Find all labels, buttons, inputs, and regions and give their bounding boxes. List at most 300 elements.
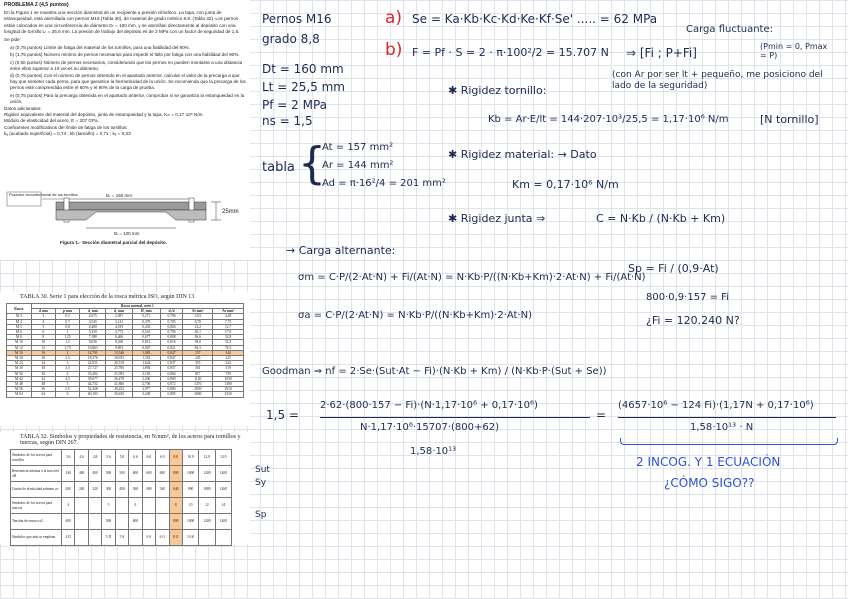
table-cell: 0,847 xyxy=(160,356,183,361)
table-cell: 10.9 xyxy=(182,450,198,466)
table-30-header: H₁ mm xyxy=(132,309,160,314)
table-cell: 0,8 xyxy=(55,324,79,329)
table-cell: 36 xyxy=(31,371,55,376)
table-cell: 4,773 xyxy=(106,330,132,335)
table-cell: 2,977 xyxy=(132,387,160,392)
sigma-a-eq: σa = C·P/(2·At·N) = N·Kb·P/((N·Kb+Km)·2·At·N) xyxy=(298,310,533,321)
table-30-header-group: Rosca normal, serie 1 xyxy=(31,304,243,309)
table-cell xyxy=(75,514,88,530)
table-cell: 2,436 xyxy=(132,376,160,381)
table-cell: 16,933 xyxy=(106,356,132,361)
table-cell: 300 xyxy=(102,482,115,498)
extra-2: Coeficientes modificativos del límite de fatiga de los tornillos: xyxy=(4,124,128,130)
table-cell: 3 xyxy=(31,314,55,319)
table-cell: 240 xyxy=(75,482,88,498)
table-cell: 30 xyxy=(31,366,55,371)
rig-t-tag: [N tornillo] xyxy=(760,113,819,126)
table-cell: 4,5 xyxy=(55,376,79,381)
table-cell: 58,0 xyxy=(183,340,213,345)
table-cell: 2030 xyxy=(183,387,213,392)
table-cell: 225 xyxy=(213,356,244,361)
table-cell: 17,9 xyxy=(213,330,244,335)
row-label: Tensión de ensayo σL xyxy=(11,514,62,530)
table-cell: 2,706 xyxy=(132,382,160,387)
table-30-header: d₂ mm xyxy=(80,309,106,314)
table-cell: 56,639 xyxy=(106,392,132,397)
side-label-sp: Sp xyxy=(255,510,267,520)
table-row xyxy=(11,530,232,546)
table-cell: 56 xyxy=(31,387,55,392)
table-cell: 0,847 xyxy=(160,361,183,366)
table-cell: 36,479 xyxy=(106,376,132,381)
table-cell: M 4 xyxy=(7,319,32,324)
table-cell: 600 xyxy=(129,514,142,530)
table-cell: M 42 xyxy=(7,376,32,381)
table-cell: 2,165 xyxy=(132,371,160,376)
table-cell: 20,1 xyxy=(183,330,213,335)
table-cell: M 12 xyxy=(7,345,32,350)
table-cell: 1200 xyxy=(199,466,215,482)
table-cell: 0,5 xyxy=(55,314,79,319)
table-cell: 0,869 xyxy=(160,376,183,381)
given-ar: Ar = 144 mm² xyxy=(322,160,394,171)
table-cell: 1,353 xyxy=(132,356,160,361)
part-b-minmax: (Pmin = 0, Pmax = P) xyxy=(760,42,828,60)
table-cell: 13,546 xyxy=(106,350,132,355)
table-cell: M 30 xyxy=(7,366,32,371)
final-rhs-num: (4657·10⁶ − 124 Fi)·(1,17N + 0,17·10⁶) xyxy=(618,400,814,411)
table-cell: 33,402 xyxy=(80,371,106,376)
table-cell: 5,03 xyxy=(183,314,213,319)
table-cell: 900 xyxy=(182,482,198,498)
table-cell: 400 xyxy=(115,482,128,498)
table-cell: 5.6 xyxy=(102,450,115,466)
table-cell: 42 xyxy=(31,376,55,381)
table-cell: 8,160 xyxy=(106,340,132,345)
row-label: Símbolos de los aceros para tuercas xyxy=(11,498,62,514)
table-cell: 0,379 xyxy=(132,319,160,324)
row-label: Símbolos de los aceros para tornillos xyxy=(11,450,62,466)
table-cell xyxy=(156,498,169,514)
given-ad: Ad = π·16²/4 = 201 mm² xyxy=(322,178,446,189)
table-cell: 0,677 xyxy=(132,335,160,340)
table-cell: 1400 xyxy=(215,466,231,482)
table-cell: 1400 xyxy=(215,514,231,530)
problem-ask: Se pide: xyxy=(4,37,21,43)
question-line-1: 2 INCOG. Y 1 ECUACIÓN xyxy=(636,455,781,469)
table-cell: 0,808 xyxy=(160,335,183,340)
final-lhs: 1,5 = xyxy=(266,408,299,422)
table-cell: 5,5 xyxy=(55,387,79,392)
table-cell: 817 xyxy=(183,371,213,376)
table-cell: 32,8 xyxy=(213,335,244,340)
rig-m-title: ✱ Rigidez material: → Dato xyxy=(448,148,597,161)
sp-line-2: 800·0,9·157 = Fi xyxy=(646,292,729,303)
table-cell: 60,103 xyxy=(80,392,106,397)
table-cell xyxy=(115,514,128,530)
extra-head: Datos adicionales: xyxy=(4,106,42,112)
table-cell: 9,026 xyxy=(80,340,106,345)
table-32-grid xyxy=(10,449,232,546)
table-cell xyxy=(75,498,88,514)
table-cell: 0,947 xyxy=(132,345,160,350)
extra-3: kₐ (acabado superficial) = 0,73 ; kb (tamaño) = 0,71 ; kₑ = 0,33 xyxy=(4,130,131,136)
item-d: d) (0,75 puntos) Con el número de pernos obtenido en el apartado anterior, calcular el valor de la precarga a que hay que someter cada perno, para que garantice la hermeticidad de la unión. Se recomienda que la precarga de los pernos esté comprendida entre el 60% y el 90% de la carga de prueba. xyxy=(10,73,246,91)
table-cell: 12 xyxy=(31,345,55,350)
table-cell: 640 xyxy=(169,482,182,498)
table-cell xyxy=(156,514,169,530)
table-cell: 7,188 xyxy=(80,335,106,340)
table-cell: 14.9 xyxy=(215,450,231,466)
table-cell: 1000 xyxy=(182,514,198,530)
table-cell: 800 xyxy=(169,514,182,530)
table-30-header: p mm xyxy=(55,309,79,314)
table-cell: 0,796 xyxy=(160,330,183,335)
table-cell: 0,816 xyxy=(160,340,183,345)
table-cell: 0,7 xyxy=(55,319,79,324)
problem-statement xyxy=(0,0,250,260)
table-cell: 4 xyxy=(62,498,75,514)
table-cell: 48 xyxy=(31,382,55,387)
table-cell: 5 xyxy=(55,382,79,387)
rig-j-eq: C = N·Kb / (N·Kb + Km) xyxy=(596,212,726,225)
given-tabla: tabla xyxy=(262,160,295,175)
side-label-sy: Sy xyxy=(255,478,267,488)
table-cell: 10 xyxy=(31,340,55,345)
table-cell: 400 xyxy=(62,514,75,530)
table-30-header: d₃/d xyxy=(160,309,183,314)
table-cell: 5,350 xyxy=(80,330,106,335)
table-cell: 759 xyxy=(213,371,244,376)
fig-label-left: Posición circunferencial de los tornillos xyxy=(9,192,78,197)
given-dt: Dt = 160 mm xyxy=(262,62,344,76)
table-cell: 1470 xyxy=(183,382,213,387)
table-cell: 9,853 xyxy=(106,345,132,350)
table-cell: 0,880 xyxy=(160,387,183,392)
side-label-sut: Sut xyxy=(255,465,270,475)
table-cell: 12.9 xyxy=(199,450,215,466)
table-cell: 1200 xyxy=(199,514,215,530)
given-at: At = 157 mm² xyxy=(322,142,394,153)
table-cell: 519 xyxy=(213,366,244,371)
given-pf: Pf = 2 MPa xyxy=(262,98,327,112)
extra-1: Módulo de elasticidad del acero, E = 207 GPa. xyxy=(4,118,99,124)
table-cell: 500 xyxy=(102,466,115,482)
table-cell: M 16 xyxy=(7,350,32,355)
table-cell: 52,428 xyxy=(80,387,106,392)
answer-underline-brace xyxy=(620,438,838,445)
table-cell: 14 xyxy=(215,498,231,514)
table-cell: 1380 xyxy=(213,382,244,387)
table-cell: M 20 xyxy=(7,356,32,361)
table-cell: 49,252 xyxy=(106,387,132,392)
table-cell: 1,5 xyxy=(55,340,79,345)
problem-title: PROBLEMA 2 (4,5 puntos) xyxy=(4,2,69,8)
table-cell: 8 xyxy=(31,335,55,340)
table-cell: 84,3 xyxy=(183,345,213,350)
table-cell: 64 xyxy=(31,392,55,397)
table-cell: 5 xyxy=(102,498,115,514)
table-cell: 76,3 xyxy=(213,345,244,350)
table-cell: 44,752 xyxy=(80,382,106,387)
table-cell: 5 xyxy=(31,324,55,329)
table-cell: 4 xyxy=(55,371,79,376)
table-cell xyxy=(199,530,215,546)
table-cell: 36,6 xyxy=(183,335,213,340)
table-cell: 2 xyxy=(55,350,79,355)
rig-m-eq: Km = 0,17·10⁶ N/m xyxy=(512,178,619,191)
table-cell: M 6 xyxy=(7,330,32,335)
table-cell: 0,541 xyxy=(132,330,160,335)
given-bolts: Pernos M16 xyxy=(262,12,332,26)
table-cell: 800 xyxy=(169,466,182,482)
table-cell: M 36 xyxy=(7,371,32,376)
table-30-header: At mm² xyxy=(183,309,213,314)
table-cell: 0,864 xyxy=(160,371,183,376)
table-cell: 2,675 xyxy=(80,314,106,319)
table-cell: 6 S xyxy=(142,530,155,546)
table-cell: 320 xyxy=(88,482,101,498)
table-cell: 6 xyxy=(55,392,79,397)
table-row xyxy=(11,498,232,514)
sp-eq: Sp = Fi / (0,9·At) xyxy=(628,262,719,275)
table-cell: 1,75 xyxy=(55,345,79,350)
table-cell: 2,5 xyxy=(55,356,79,361)
table-cell: 500 xyxy=(102,514,115,530)
extra-0: Rigidez equivalente del material del depósito, junta de estanqueidad y la tapa, Kₘ = 0,17·10⁶ N/m. xyxy=(4,112,204,118)
item-b: b) (1,75 puntos) Número mínimo de pernos necesarios para impedir el fallo por fatiga con una fiabilidad del 90%. xyxy=(10,52,240,58)
table-cell: 5 D xyxy=(102,530,115,546)
table-cell: 600 xyxy=(142,466,155,482)
rig-t-note: (con Ar por ser lt + pequeño, me posiciono del lado de la seguridad) xyxy=(612,70,823,91)
goodman-eq: Goodman ⇒ nf = 2·Se·(Sut·At − Fi)·(N·Kb + Km) / (N·Kb·P·(Sut + Se)) xyxy=(262,366,607,377)
table-cell xyxy=(88,530,101,546)
table-cell: 10 K xyxy=(182,530,198,546)
table-30-header: Ar mm² xyxy=(213,309,244,314)
row-label: Símbolos que más se emplean xyxy=(11,530,62,546)
table-cell: M 8 xyxy=(7,335,32,340)
table-cell: 8 xyxy=(169,498,182,514)
table-cell: 0,796 xyxy=(160,314,183,319)
question-line-2: ¿CÓMO SIGO?? xyxy=(664,476,755,490)
cyclic-note: Carga fluctuante: xyxy=(686,24,774,35)
figure-caption: Figura 1.- Sección diametral parcial del depósito. xyxy=(60,240,167,245)
item-c: c) (0,50 puntos) Número de pernos necesarios, considerando que los pernos no pueden montarse a una distancia entre ellos superior a 10 veces su diámetro. xyxy=(10,59,243,71)
item-a: a) (0,75 puntos) Límite de fatiga del material de los tornillos, para una fiabilidad del 90%. xyxy=(10,45,191,51)
table-cell: 1080 xyxy=(199,482,215,498)
table-cell: 0,433 xyxy=(132,324,160,329)
table-cell: 3,141 xyxy=(106,319,132,324)
table-cell: 6 xyxy=(31,330,55,335)
table-cell: 8 G xyxy=(169,530,182,546)
table-cell: 245 xyxy=(183,356,213,361)
table-cell: 200 xyxy=(62,482,75,498)
table-cell: 0,785 xyxy=(160,319,183,324)
table-cell: M 56 xyxy=(7,387,32,392)
table-cell: 1,894 xyxy=(132,366,160,371)
table-cell: 3 xyxy=(55,361,79,366)
final-den-2: 1,58·10¹³ xyxy=(410,446,457,457)
table-cell: 1,624 xyxy=(132,361,160,366)
table-cell: 12,7 xyxy=(213,324,244,329)
table-row xyxy=(11,482,232,498)
table-cell: 3,545 xyxy=(80,319,106,324)
table-row xyxy=(7,392,244,397)
table-cell: M 10 xyxy=(7,340,32,345)
table-cell: 4,48 xyxy=(213,314,244,319)
table-cell: 6 xyxy=(129,498,142,514)
table-cell: M 48 xyxy=(7,382,32,387)
table-cell: 157 xyxy=(183,350,213,355)
table-cell: 144 xyxy=(213,350,244,355)
table-32-title: TABLA 32. Símbolos y propiedades de resistencia, en N/mm², de los aceros para tornillos y tuercas, según DIN 267. xyxy=(20,434,241,446)
given-ns: ns = 1,5 xyxy=(262,114,313,128)
table-cell: 4.6 xyxy=(75,450,88,466)
table-cell: 500 xyxy=(115,466,128,482)
table-cell: M 5 xyxy=(7,324,32,329)
table-30 xyxy=(0,292,250,426)
row-label: Límite de elasticidad mínimo σs xyxy=(11,482,62,498)
table-cell: 2520 xyxy=(213,392,244,397)
table-cell: 6.8 xyxy=(142,450,155,466)
table-30-title: TABLA 30. Serie 1 para elección de la rosca métrica ISO, según DIN 13 xyxy=(20,294,195,300)
table-cell: 4,019 xyxy=(106,324,132,329)
table-cell: 31,093 xyxy=(106,371,132,376)
table-cell: 340 xyxy=(62,466,75,482)
table-cell: 25,706 xyxy=(106,366,132,371)
given-lt: Lt = 25,5 mm xyxy=(262,80,345,94)
final-num: 2·62·(800·157 − Fi)·(N·1,17·10⁶ + 0,17·10⁶) xyxy=(320,400,538,411)
table-cell xyxy=(142,514,155,530)
table-cell: 10 xyxy=(182,498,198,514)
table-cell: 1,25 xyxy=(55,335,79,340)
part-a-label: a) xyxy=(385,8,403,28)
table-row xyxy=(11,466,232,482)
table-cell: 52,3 xyxy=(213,340,244,345)
table-cell: 353 xyxy=(183,361,213,366)
fig-dim: 25mm xyxy=(222,209,239,215)
table-cell: 1260 xyxy=(215,482,231,498)
item-e: e) (0,75 puntos) Para la precarga obtenida en el apartado anterior, comprobar si se garantiza la estanqueidad en la unión. xyxy=(10,92,245,104)
table-cell: 1 xyxy=(55,330,79,335)
table-cell: 18,376 xyxy=(80,356,106,361)
table-cell: 6 G xyxy=(156,530,169,546)
table-cell: 39,077 xyxy=(80,376,106,381)
table-cell: 20,319 xyxy=(106,361,132,366)
table-cell: 22,051 xyxy=(80,361,106,366)
sp-line-3: ¿Fi = 120.240 N? xyxy=(646,314,740,327)
table-cell: 2680 xyxy=(183,392,213,397)
tabla-brace: { xyxy=(298,138,326,189)
table-cell: 41,866 xyxy=(106,382,132,387)
table-cell xyxy=(129,530,142,546)
table-cell: 8.8 xyxy=(169,450,182,466)
alt-title: → Carga alternante: xyxy=(286,244,396,257)
table-cell: 0,857 xyxy=(160,366,183,371)
table-cell: 324 xyxy=(213,361,244,366)
table-cell: 5 S xyxy=(115,530,128,546)
table-cell: 8,78 xyxy=(183,319,213,324)
table-cell: 4.8 xyxy=(88,450,101,466)
table-cell: 0,872 xyxy=(160,382,183,387)
table-cell xyxy=(115,498,128,514)
table-cell: M 3 xyxy=(7,314,32,319)
final-equals: = xyxy=(596,408,607,422)
problem-intro: En la Figura 1 se muestra una sección diametral de un recipiente a presión cilíndrico. La tapa, con junta de estanqueidad, está atornillada con pernos M16 (Tabla 30), de material de grado métrico 8.8, (Tabla 32). Los pernos están colocados en una circunferencia de diámetro Dₜ = 160 mm, y se atornillan directamente al depósito con una longitud de tornillo Lₜ = 25,5 mm. La presión de trabajo del depósito es de 2 MPa con un factor de seguridad de 1,5. xyxy=(4,10,240,34)
table-cell: 0,821 xyxy=(160,345,183,350)
fig-dt: Dₜ = 160 mm xyxy=(106,193,132,198)
final-rhs-bar xyxy=(618,417,836,418)
table-row xyxy=(11,514,232,530)
table-32 xyxy=(0,432,250,544)
table-cell: 4 D xyxy=(62,530,75,546)
table-cell: 6.9 xyxy=(156,450,169,466)
table-cell: 1120 xyxy=(183,376,213,381)
table-cell: 0,847 xyxy=(160,350,183,355)
part-b-label: b) xyxy=(385,40,403,60)
rig-t-title: ✱ Rigidez tornillo: xyxy=(448,84,547,97)
table-cell: 1000 xyxy=(182,466,198,482)
fig-di: Dᵢ = 100 mm xyxy=(114,231,140,236)
table-30-header: d₃ mm xyxy=(106,309,132,314)
table-cell: 480 xyxy=(142,482,155,498)
row-label: Resistencia mínima a la tracción σB xyxy=(11,466,62,482)
table-cell: 4,480 xyxy=(80,324,106,329)
table-cell xyxy=(88,498,101,514)
table-30-header-rosca: Rosca xyxy=(7,304,32,314)
table-cell: 600 xyxy=(129,466,142,482)
table-cell: 3,5 xyxy=(55,366,79,371)
table-cell: 400 xyxy=(75,466,88,482)
table-cell: 14,701 xyxy=(80,350,106,355)
table-cell: 5.8 xyxy=(115,450,128,466)
table-cell: 20 xyxy=(31,356,55,361)
table-cell: 12 xyxy=(199,498,215,514)
table-cell: 2,387 xyxy=(106,314,132,319)
part-b-eq: F = Pf · S = 2 · π·100²/2 = 15.707 N xyxy=(412,46,609,59)
table-cell: 0,271 xyxy=(132,314,160,319)
given-grade: grado 8,8 xyxy=(262,32,320,46)
table-cell: 600 xyxy=(156,466,169,482)
table-cell: 7,75 xyxy=(213,319,244,324)
table-cell: 24 xyxy=(31,361,55,366)
final-rhs-den: 1,58·10¹³ · N xyxy=(690,422,754,433)
table-cell: 3,248 xyxy=(132,392,160,397)
final-den: N·1,17·10⁶·15707·(800+62) xyxy=(360,422,499,433)
final-fraction-bar xyxy=(320,417,590,418)
sigma-m-eq: σm = C·P/(2·At·N) + Fi/(At·N) = N·Kb·P/((N·Kb+Km)·2·At·N) + Fi/(At·N) xyxy=(298,272,646,283)
table-cell xyxy=(142,498,155,514)
table-cell: 16 xyxy=(31,350,55,355)
table-cell: 3.6 xyxy=(62,450,75,466)
table-cell: 360 xyxy=(129,482,142,498)
table-cell xyxy=(75,530,88,546)
table-30-header: d mm xyxy=(31,309,55,314)
table-cell xyxy=(215,530,231,546)
table-cell: 4 xyxy=(31,319,55,324)
table-cell: 400 xyxy=(88,466,101,482)
table-cell: 1050 xyxy=(213,376,244,381)
table-cell: 0,804 xyxy=(160,324,183,329)
table-cell: M 24 xyxy=(7,361,32,366)
part-b-arrow: ⇒ [Fi ; P+Fi] xyxy=(626,46,697,60)
table-cell: M 64 xyxy=(7,392,32,397)
table-cell: 14,2 xyxy=(183,324,213,329)
table-cell: 0,812 xyxy=(132,340,160,345)
table-cell: 561 xyxy=(183,366,213,371)
table-cell: 27,727 xyxy=(80,366,106,371)
table-cell: 1,083 xyxy=(132,350,160,355)
